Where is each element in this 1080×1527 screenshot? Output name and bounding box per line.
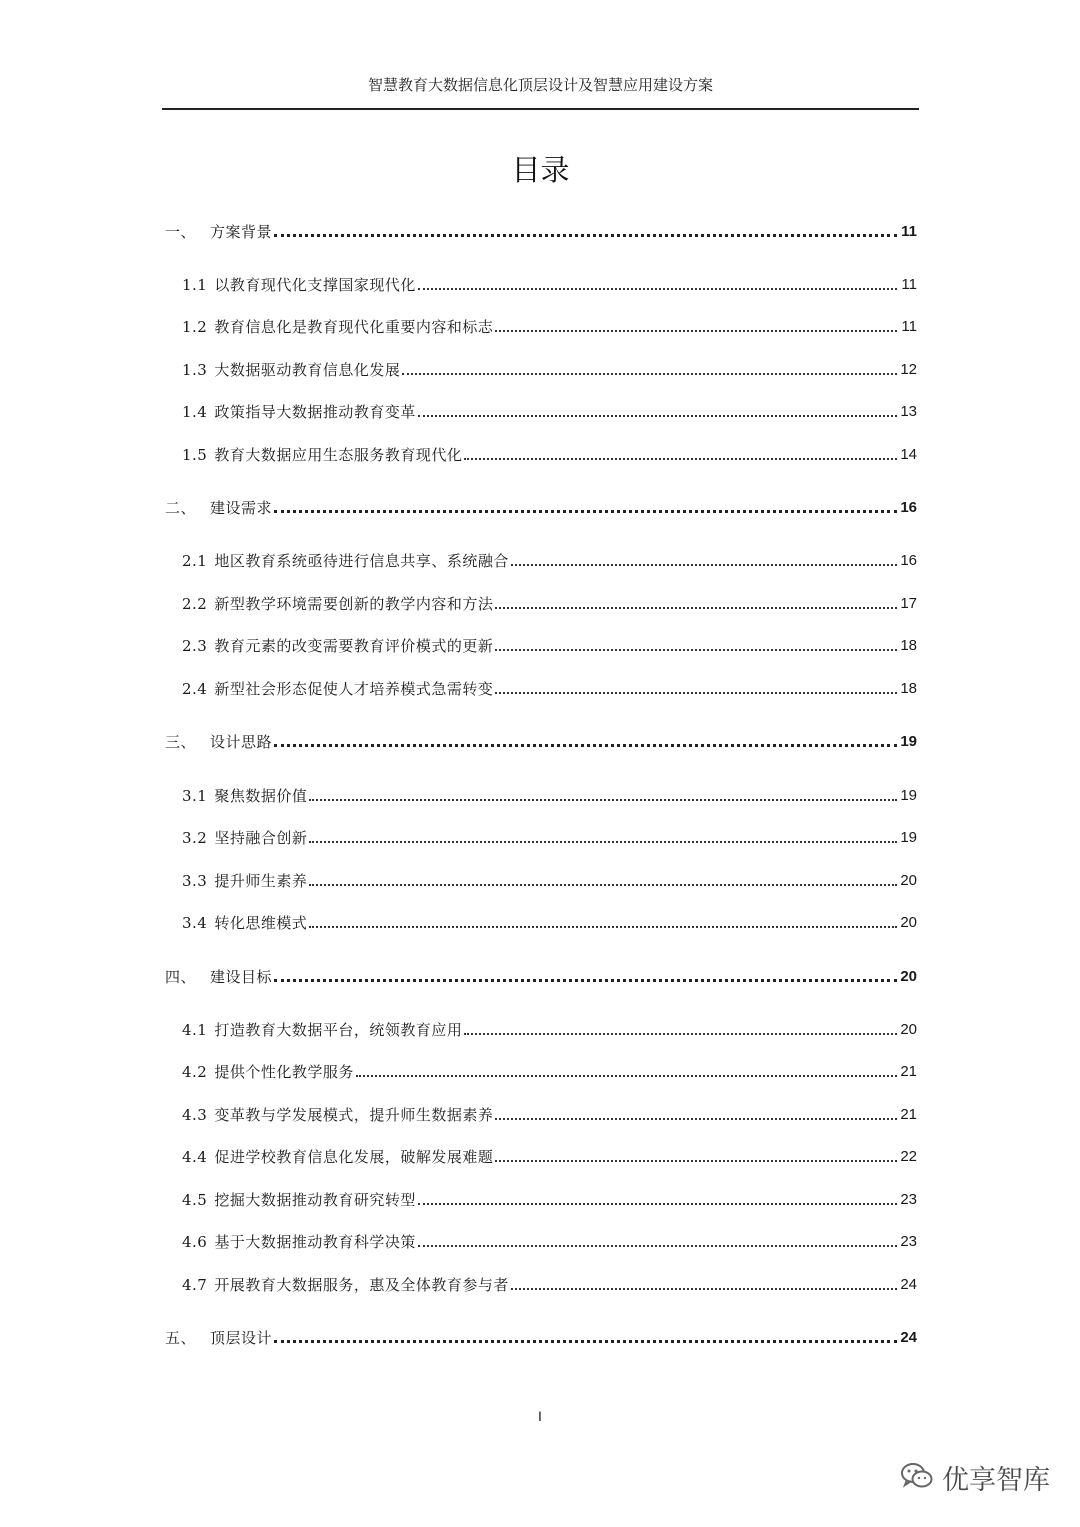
toc-number: 一、 (165, 223, 197, 241)
toc-page-number: 18 (900, 680, 917, 697)
toc-page-number: 11 (901, 318, 917, 335)
dot-leader (418, 288, 897, 290)
toc-number: 4.4 (182, 1148, 208, 1166)
toc-page-number: 21 (900, 1063, 917, 1080)
toc-number: 2.2 (182, 595, 208, 613)
toc-entry-4-5[interactable] (182, 1186, 917, 1210)
toc-entry-4-7[interactable] (182, 1271, 917, 1295)
toc-number: 3.1 (182, 787, 208, 805)
toc-number: 二、 (165, 499, 197, 517)
toc-title: 促进学校教育信息化发展，破解发展难题 (214, 1148, 494, 1166)
dot-leader (495, 330, 897, 332)
toc-number: 3.2 (182, 829, 208, 847)
toc-entry-3-4[interactable] (182, 909, 917, 933)
toc-page-number: 19 (900, 829, 917, 846)
toc-page-number: 16 (900, 499, 917, 516)
toc-entry-4-4[interactable] (182, 1143, 917, 1167)
toc-page-number: 13 (900, 403, 917, 420)
toc-page-number: 22 (900, 1148, 917, 1165)
toc-page-number: 23 (900, 1233, 917, 1250)
page-title: 目录 (511, 153, 570, 187)
dot-leader (418, 1245, 897, 1247)
dot-leader (495, 1160, 897, 1162)
toc-title: 打造教育大数据平台，统领教育应用 (214, 1021, 463, 1039)
toc-title: 挖掘大数据推动教育研究转型 (214, 1191, 416, 1209)
dot-leader (464, 1033, 897, 1035)
toc-title: 顶层设计 (210, 1329, 273, 1347)
toc-number: 4.6 (182, 1233, 208, 1251)
dot-leader (274, 744, 897, 747)
wechat-icon (900, 1461, 934, 1495)
toc-title: 建设需求 (210, 499, 273, 517)
toc-title: 设计思路 (210, 733, 273, 751)
toc-number: 五、 (165, 1329, 197, 1347)
toc-entry-1-5[interactable] (182, 441, 917, 465)
toc-entry-1-4[interactable] (182, 398, 917, 422)
toc-page-number: 23 (900, 1191, 917, 1208)
toc-entry-1-2[interactable] (182, 313, 917, 337)
toc-title: 方案背景 (210, 223, 273, 241)
toc-title: 转化思维模式 (214, 914, 308, 932)
toc-section-5[interactable] (165, 1324, 917, 1348)
toc-entry-2-3[interactable] (182, 632, 917, 656)
toc-page-number: 18 (900, 637, 917, 654)
dot-leader (511, 1288, 897, 1290)
dot-leader (402, 373, 897, 375)
toc-entry-4-3[interactable] (182, 1101, 917, 1125)
toc-page-number: 12 (900, 361, 917, 378)
toc-number: 2.1 (182, 552, 208, 570)
toc-number: 三、 (165, 733, 197, 751)
toc-page-number: 11 (901, 276, 917, 293)
toc-title: 聚焦数据价值 (214, 787, 308, 805)
toc-page-number: 21 (900, 1106, 917, 1123)
dot-leader (418, 415, 897, 417)
toc-page-number: 16 (900, 552, 917, 569)
toc-number: 1.2 (182, 318, 208, 336)
toc-title: 政策指导大数据推动教育变革 (214, 403, 416, 421)
toc-entry-2-4[interactable] (182, 675, 917, 699)
toc-title: 基于大数据推动教育科学决策 (214, 1233, 416, 1251)
toc-entry-2-1[interactable] (182, 547, 917, 571)
toc-title: 新型教学环境需要创新的教学内容和方法 (214, 595, 494, 613)
toc-title: 坚持融合创新 (214, 829, 308, 847)
toc-entry-1-3[interactable] (182, 356, 917, 380)
toc-number: 1.5 (182, 446, 208, 464)
toc-number: 3.4 (182, 914, 208, 932)
toc-entry-3-2[interactable] (182, 824, 917, 848)
dot-leader (495, 607, 897, 609)
toc-number: 4.2 (182, 1063, 208, 1081)
toc-number: 四、 (165, 968, 197, 986)
toc-entry-4-2[interactable] (182, 1058, 917, 1082)
dot-leader (309, 926, 897, 928)
toc-entry-3-1[interactable] (182, 782, 917, 806)
toc-title: 变革教与学发展模式，提升师生数据素养 (214, 1106, 494, 1124)
toc-title: 教育元素的改变需要教育评价模式的更新 (214, 637, 494, 655)
toc-page-number: 19 (900, 787, 917, 804)
dot-leader (274, 234, 897, 237)
toc-number: 2.3 (182, 637, 208, 655)
dot-leader (356, 1075, 897, 1077)
dot-leader (274, 1340, 897, 1343)
toc-title: 建设目标 (210, 968, 273, 986)
toc-page-number: 14 (900, 446, 917, 463)
watermark-text: 优享智库 (942, 1465, 1050, 1496)
toc-number: 1.3 (182, 361, 208, 379)
dot-leader (511, 564, 897, 566)
toc-section-2[interactable] (165, 494, 917, 518)
toc-number: 4.3 (182, 1106, 208, 1124)
toc-title: 提供个性化教学服务 (214, 1063, 354, 1081)
toc-title: 教育大数据应用生态服务教育现代化 (214, 446, 463, 464)
toc-title: 新型社会形态促使人才培养模式急需转变 (214, 680, 494, 698)
toc-entry-3-3[interactable] (182, 867, 917, 891)
toc-title: 大数据驱动教育信息化发展 (214, 361, 401, 379)
dot-leader (309, 884, 897, 886)
toc-section-3[interactable] (165, 728, 917, 752)
toc-number: 4.1 (182, 1021, 208, 1039)
toc-section-4[interactable] (165, 963, 917, 987)
header-rule (162, 108, 919, 110)
toc-entry-4-1[interactable] (182, 1016, 917, 1040)
toc-title: 开展教育大数据服务，惠及全体教育参与者 (214, 1276, 509, 1294)
toc-number: 2.4 (182, 680, 208, 698)
dot-leader (495, 1118, 897, 1120)
running-header: 智慧教育大数据信息化顶层设计及智慧应用建设方案 (367, 76, 713, 94)
toc-page-number: 17 (900, 595, 917, 612)
toc-page-number: 19 (900, 733, 917, 750)
toc-page-number: 20 (900, 968, 917, 985)
page-number: I (538, 1408, 542, 1424)
toc-page-number: 11 (901, 223, 917, 240)
toc-number: 4.5 (182, 1191, 208, 1209)
toc-number: 3.3 (182, 872, 208, 890)
toc-title: 教育信息化是教育现代化重要内容和标志 (214, 318, 494, 336)
toc-page-number: 24 (900, 1276, 917, 1293)
toc-page-number: 20 (900, 872, 917, 889)
toc-entry-1-1[interactable] (182, 271, 917, 295)
toc-number: 1.1 (182, 276, 208, 294)
toc-section-1[interactable] (165, 218, 917, 242)
dot-leader (309, 799, 897, 801)
dot-leader (274, 510, 897, 513)
dot-leader (418, 1203, 897, 1205)
dot-leader (464, 458, 897, 460)
toc-page-number: 20 (900, 914, 917, 931)
toc-page-number: 24 (900, 1329, 917, 1346)
toc-title: 以教育现代化支撑国家现代化 (214, 276, 416, 294)
toc-entry-2-2[interactable] (182, 590, 917, 614)
toc-number: 1.4 (182, 403, 208, 421)
toc-title: 提升师生素养 (214, 872, 308, 890)
dot-leader (274, 979, 897, 982)
dot-leader (309, 841, 897, 843)
toc-title: 地区教育系统亟待进行信息共享、系统融合 (214, 552, 509, 570)
dot-leader (495, 692, 897, 694)
watermark (900, 1458, 1050, 1497)
toc-entry-4-6[interactable] (182, 1228, 917, 1252)
dot-leader (495, 649, 897, 651)
toc-page-number: 20 (900, 1021, 917, 1038)
toc-number: 4.7 (182, 1276, 208, 1294)
